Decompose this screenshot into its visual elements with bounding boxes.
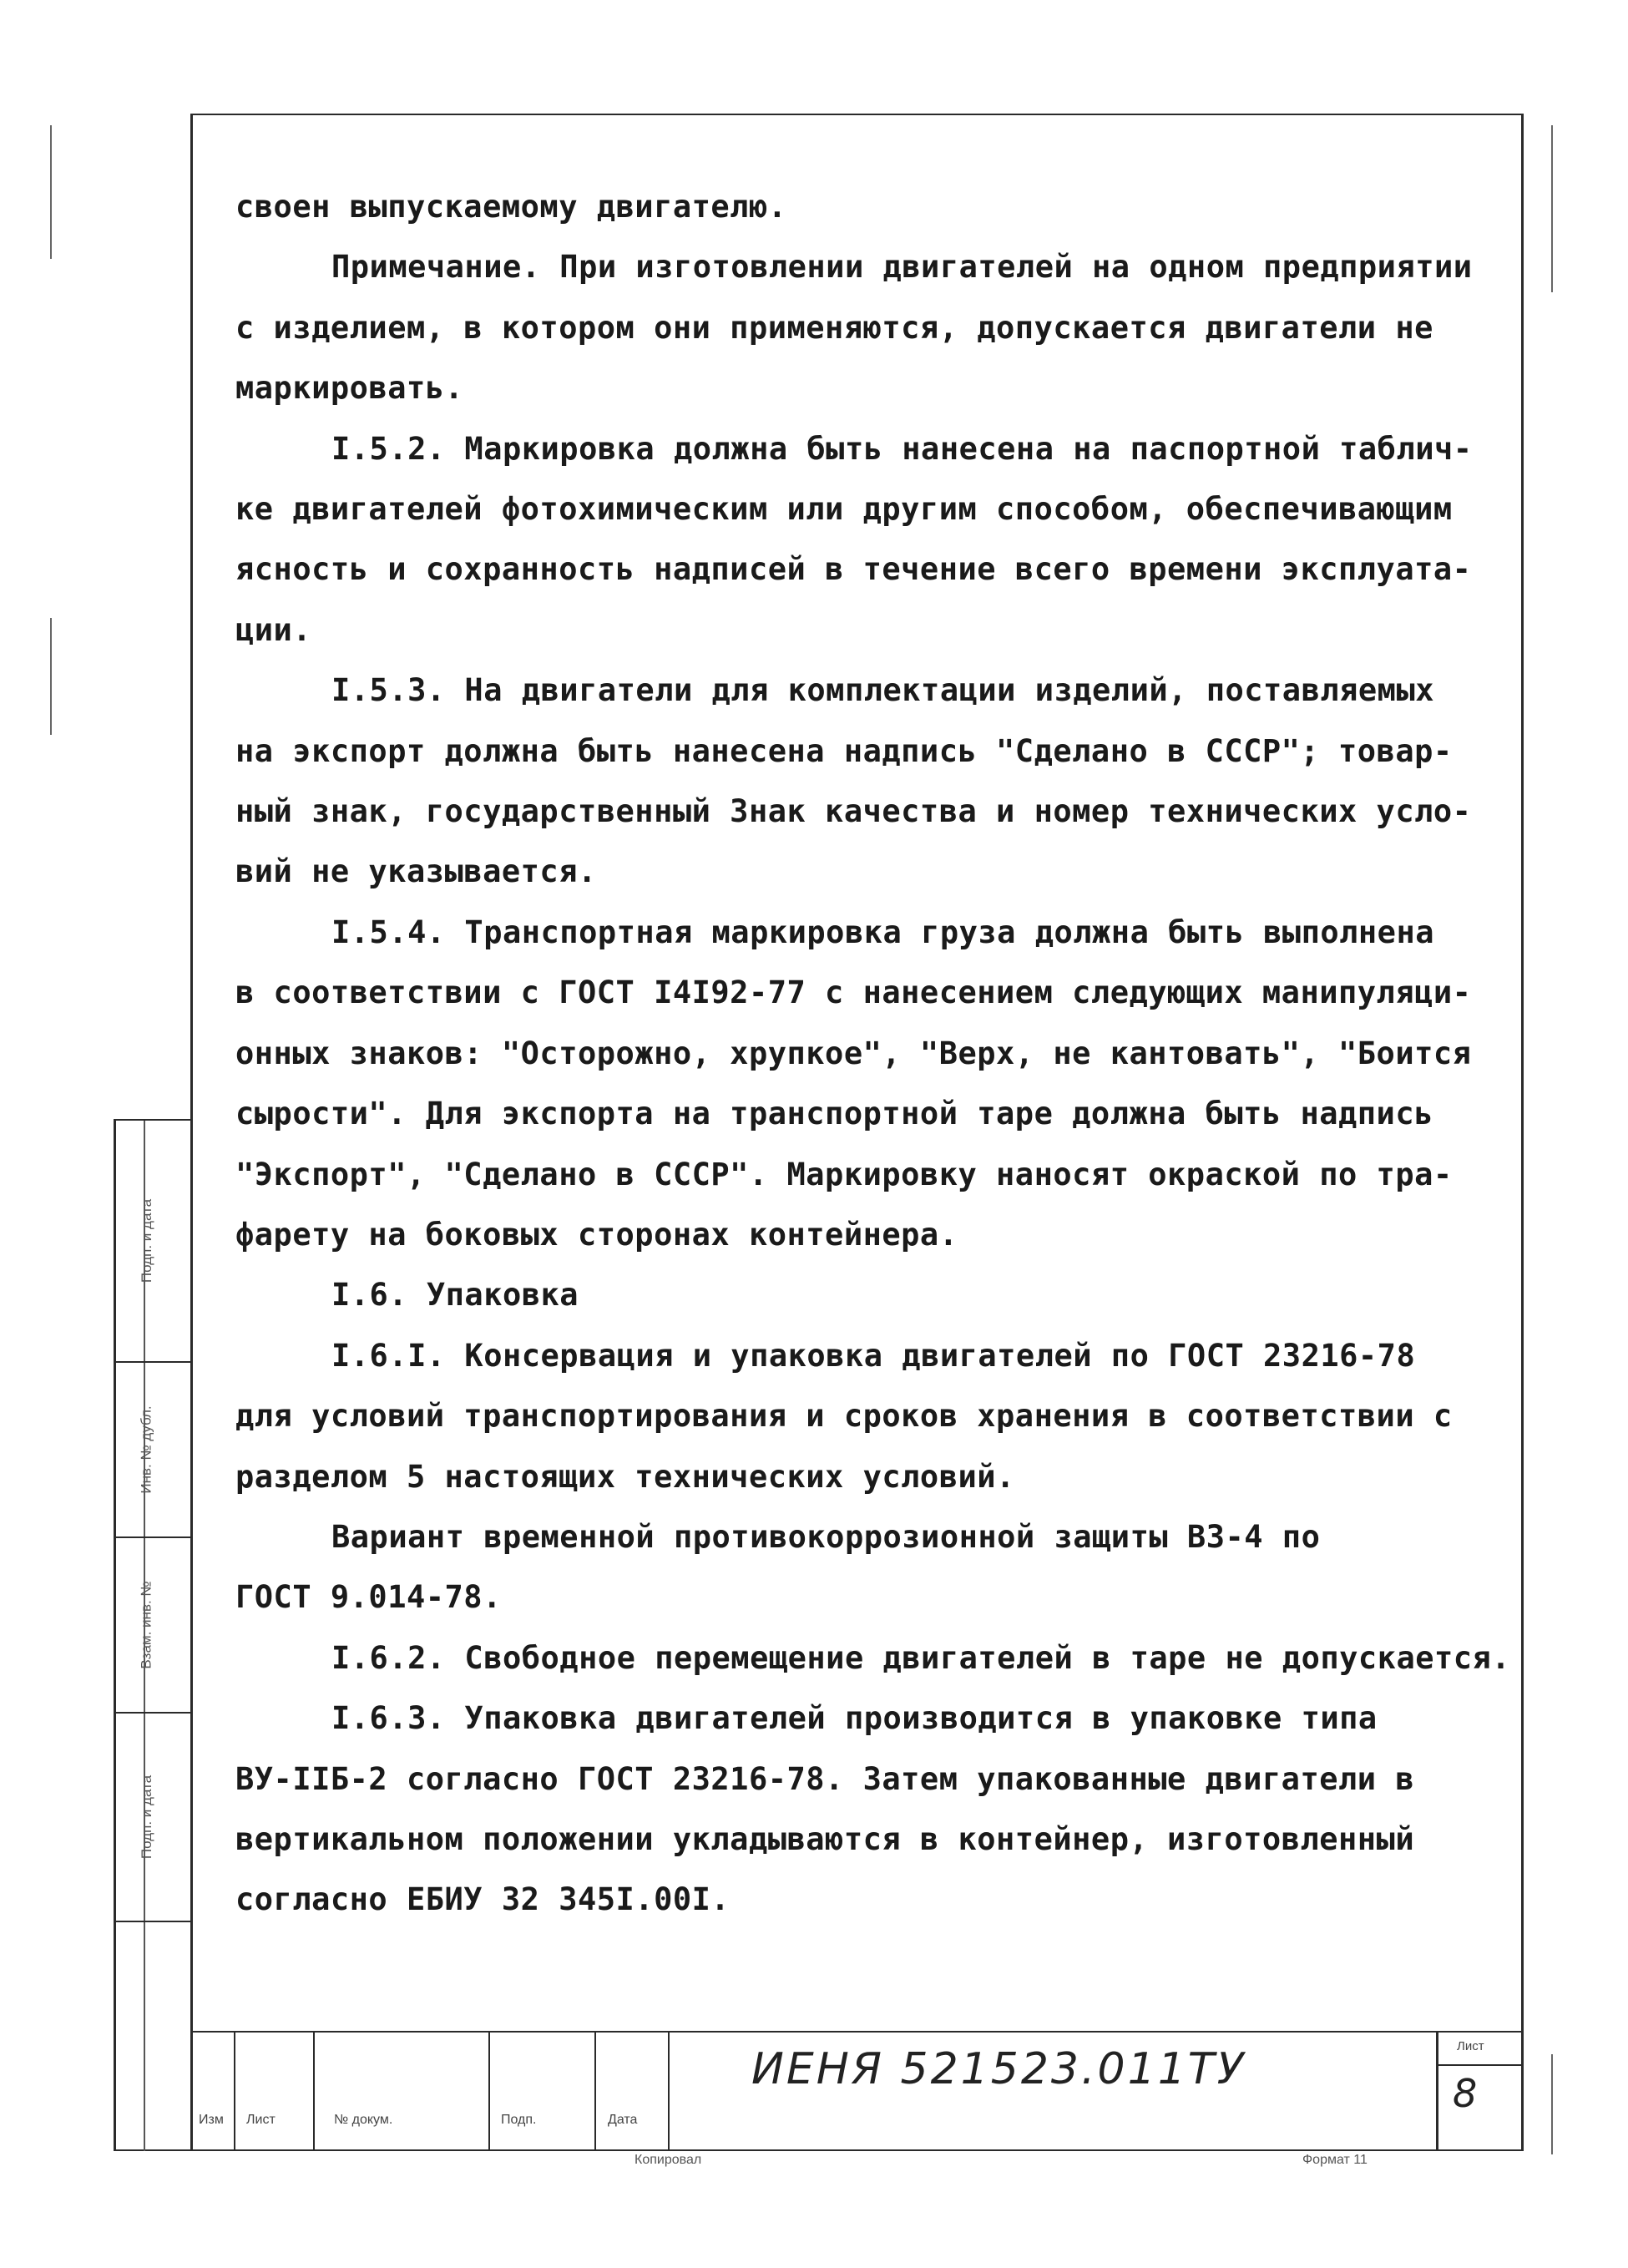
text-line: согласно ЕБИУ 32 345I.00I. <box>235 1881 731 1918</box>
title-label-doc-number: № докум. <box>334 2113 393 2127</box>
section-heading: I.6. Упаковка <box>331 1277 579 1314</box>
frame-bottom-line <box>115 2149 1523 2151</box>
text-line: ке двигателей фотохимическим или другим способом, обеспечивающим <box>235 491 1453 528</box>
title-label-change: Изм <box>199 2113 224 2127</box>
footer-format-mark: Формат 11 <box>1302 2153 1368 2167</box>
scan-margin-mark <box>50 125 52 259</box>
scan-margin-mark <box>50 618 52 735</box>
text-line: маркировать. <box>235 370 464 407</box>
side-stamp-cell-signature <box>115 1121 179 1361</box>
text-line: Примечание. При изготовлении двигателей на одном предприятии <box>331 249 1473 286</box>
title-block-column <box>313 2031 315 2149</box>
text-line: I.6.3. Упаковка двигателей производится в упаковке типа <box>331 1700 1378 1737</box>
title-block-top <box>192 2031 1521 2033</box>
document-body <box>235 177 1513 1931</box>
frame-left-line <box>190 114 193 2151</box>
side-stamp-cell-replacement <box>115 1538 179 1712</box>
text-line: I.5.2. Маркировка должна быть нанесена на паспортной таблич- <box>331 430 1473 467</box>
text-line: "Экспорт", "Сделано в СССР". Маркировку наносят окраской по тра- <box>235 1156 1453 1192</box>
text-line: I.5.4. Транспортная маркировка груза должна быть выполнена <box>331 914 1435 950</box>
text-line: в соответствии с ГОСТ I4I92-77 с нанесением следующих манипуляци- <box>235 975 1472 1011</box>
side-stamp-row-line <box>114 1921 192 1922</box>
text-line: онных знаков: "Осторожно, хрупкое", "Верх, не кантовать", "Боится <box>235 1035 1472 1071</box>
text-line: ясность и сохранность надписей в течение всего времени эксплуата- <box>235 551 1472 588</box>
side-stamp-label: Подп. и дата <box>139 1774 155 1860</box>
sheet-label: Лист <box>1457 2039 1484 2053</box>
document-designation: ИЕНЯ 521523.011ТУ <box>751 2044 1246 2094</box>
text-line: ный знак, государственный Знак качества и номер технических усло- <box>235 793 1472 830</box>
title-block-row <box>1436 2064 1521 2066</box>
text-line: I.6.I. Консервация и упаковка двигателей по ГОСТ 23216-78 <box>331 1337 1416 1374</box>
text-line: ции. <box>235 611 312 648</box>
frame-right-line <box>1521 114 1524 2151</box>
text-line: I.5.3. На двигатели для комплектации изделий, поставляемых <box>331 672 1435 709</box>
text-line: на экспорт должна быть нанесена надпись "Сделано в СССР"; товар- <box>235 732 1453 769</box>
text-line: ВУ-IIБ-2 согласно ГОСТ 23216-78. Затем упакованные двигатели в <box>235 1760 1415 1797</box>
text-line: сырости". Для экспорта на транспортной таре должна быть надпись <box>235 1096 1433 1132</box>
text-line: разделом 5 настоящих технических условий. <box>235 1458 1015 1495</box>
text-line: Вариант временной противокоррозионной защиты В3-4 по <box>331 1518 1321 1555</box>
title-block-column <box>594 2031 596 2149</box>
title-block-column <box>488 2031 490 2149</box>
side-stamp-label: Взам. инв. № <box>139 1581 155 1669</box>
title-block-column <box>1436 2031 1438 2149</box>
title-block-column <box>234 2031 235 2149</box>
title-label-sheet: Лист <box>246 2113 276 2127</box>
text-line: фарету на боковых сторонах контейнера. <box>235 1216 958 1253</box>
text-line: для условий транспортирования и сроков хранения в соответствии с <box>235 1398 1453 1435</box>
frame-top-line <box>192 114 1521 115</box>
side-stamp-cell-signature-2 <box>115 1714 179 1921</box>
sheet-number: 8 <box>1453 2071 1478 2116</box>
title-block-column <box>668 2031 670 2149</box>
side-stamp-cell-duplicate <box>115 1363 179 1536</box>
text-line: с изделием, в котором они применяются, допускается двигатели не <box>235 309 1433 346</box>
text-line: вий не указывается. <box>235 853 597 890</box>
text-line: своен выпускаемому двигателю. <box>235 189 787 225</box>
text-line: I.6.2. Свободное перемещение двигателей в таре не допускается. <box>331 1639 1511 1676</box>
title-label-date: Дата <box>608 2113 638 2127</box>
side-stamp-label: Инв. № дубл. <box>139 1405 154 1494</box>
text-line: вертикальном положении укладываются в контейнер, изготовленный <box>235 1820 1415 1857</box>
scan-margin-mark <box>1551 2054 1553 2154</box>
title-label-signature: Подп. <box>501 2113 537 2127</box>
footer-copied-mark: Копировал <box>635 2153 702 2167</box>
text-line: ГОСТ 9.014-78. <box>235 1579 502 1616</box>
scan-margin-mark <box>1551 125 1553 292</box>
side-stamp-label: Подп. и дата <box>139 1198 155 1283</box>
